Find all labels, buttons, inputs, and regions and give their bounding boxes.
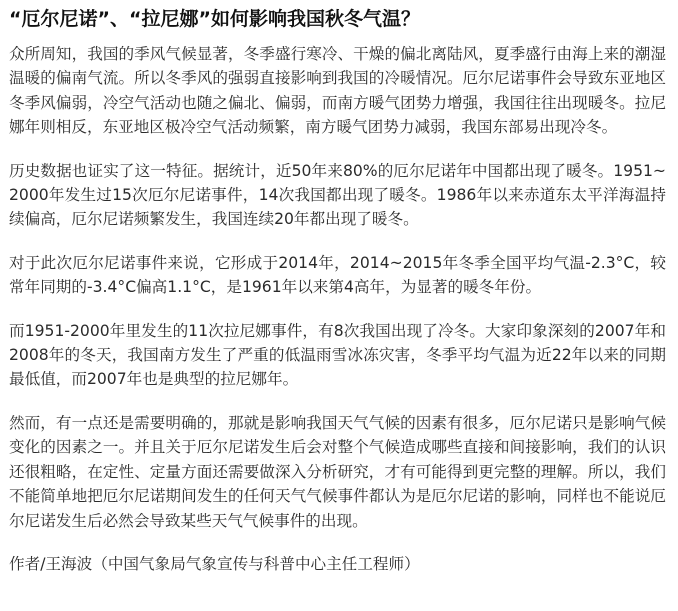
article-title: “厄尔尼诺”、“拉尼娜”如何影响我国秋冬气温？: [9, 8, 420, 30]
author-credit: 作者/王海波（中国气象局气象宣传与科普中心主任工程师）: [9, 554, 420, 573]
paragraph-la-nina: 而1951-2000年里发生的11次拉尼娜事件，有8次我国出现了冷冬。大家印象深刻的2007年和2008年的冬天，我国南方发生了严重的低温雨雪冰冻灾害，冬季平均气温为近22年以来的同期最低值，而2007年也是典型的拉尼娜年。: [9, 321, 666, 389]
paragraph-historical-data: 历史数据也证实了这一特征。据统计，近50年来80%的厄尔尼诺年中国都出现了暖冬。1951~2000年发生过15次厄尔尼诺事件，14次我国都出现了暖冬。1986年以来赤道东太平洋海温持续偏高，厄尔尼诺频繁发生，我国连续20年都出现了暖冬。: [9, 161, 666, 229]
paragraph-caveat: 然而，有一点还是需要明确的，那就是影响我国天气气候的因素有很多，厄尔尼诺只是影响气候变化的因素之一。并且关于厄尔尼诺发生后会对整个气候造成哪些直接和间接影响，我们的认识还很粗略，在定性、定量方面还需要做深入分析研究，才有可能得到更完整的理解。所以，我们不能简单地把厄尔尼诺期间发生的任何天气气候事件都认为是厄尔尼诺的影响，同样也不能说厄尔尼诺发生后必然会导致某些天气气候事件的出现。: [9, 413, 666, 530]
paragraph-current-event: 对于此次厄尔尼诺事件来说，它形成于2014年，2014~2015年冬季全国平均气温-2.3°C，较常年同期的-3.4°C偏高1.1°C，是1961年以来第4高年，为显著的暖冬年份。: [9, 253, 666, 297]
paragraph-monsoon-intro: 众所周知，我国的季风气候显著，冬季盛行寒冷、干燥的偏北离陆风，夏季盛行由海上来的潮湿温暖的偏南气流。所以冬季风的强弱直接影响到我国的冷暖情况。厄尔尼诺事件会导致东亚地区冬季风偏弱，冷空气活动也随之偏北、偏弱，而南方暖气团势力增强，我国往往出现暖冬。拉尼娜年则相反，东亚地区极冷空气活动频繁，南方暖气团势力减弱，我国东部易出现冷冬。: [9, 45, 666, 137]
